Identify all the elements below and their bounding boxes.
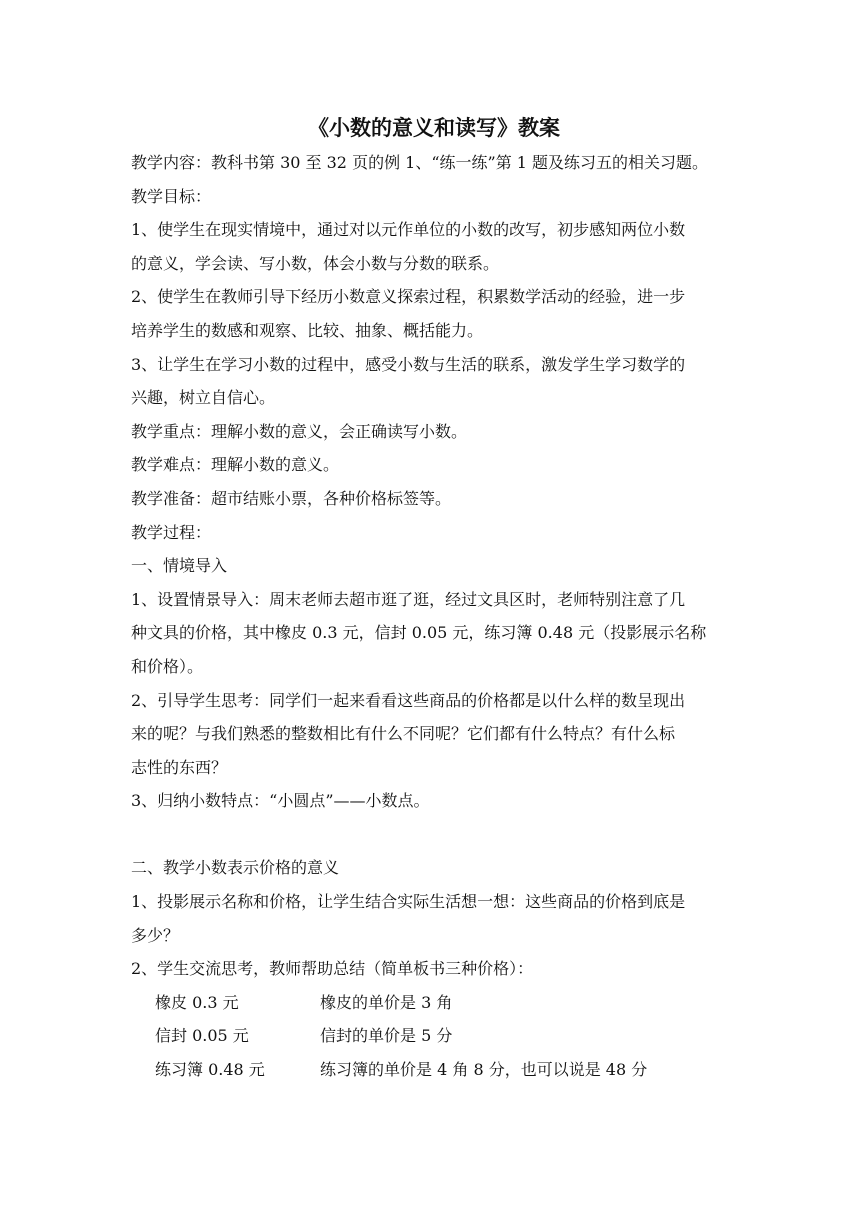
teaching-key-point: 教学重点：理解小数的意义，会正确读写小数。 <box>131 421 468 441</box>
teaching-process-heading: 教学过程： <box>131 522 212 542</box>
section-1-step-1-line-1: 1、设置情景导入：周末老师去超市逛了逛，经过文具区时，老师特别注意了几 <box>131 589 686 609</box>
teaching-goals-heading: 教学目标： <box>131 186 212 206</box>
price-note: 信封的单价是 5 分 <box>320 1026 453 1046</box>
section-2-heading: 二、教学小数表示价格的意义 <box>131 858 340 878</box>
document-title: 《小数的意义和读写》教案 <box>308 115 560 140</box>
section-2-step-2: 2、学生交流思考，教师帮助总结（简单板书三种价格）： <box>131 959 534 979</box>
price-note: 练习簿的单价是 4 角 8 分，也可以说是 48 分 <box>320 1060 648 1080</box>
teaching-difficulty: 教学难点：理解小数的意义。 <box>131 455 340 475</box>
section-1-step-1-line-2: 种文具的价格，其中橡皮 0.3 元，信封 0.05 元，练习簿 0.48 元（投影展示名称 <box>131 623 707 643</box>
section-1-step-2-line-3: 志性的东西？ <box>131 757 228 777</box>
price-item: 练习簿 0.48 元 <box>155 1060 265 1080</box>
goal-1-line-2: 的意义，学会读、写小数，体会小数与分数的联系。 <box>131 253 500 273</box>
blank-line <box>131 818 731 852</box>
teaching-content: 教学内容：教科书第 30 至 32 页的例 1、“练一练”第 1 题及练习五的相关习题。 <box>131 153 709 172</box>
price-row-eraser <box>131 986 731 1020</box>
price-item: 信封 0.05 元 <box>155 1026 249 1046</box>
goal-3-line-1: 3、让学生在学习小数的过程中，感受小数与生活的联系，激发学生学习数学的 <box>131 354 686 374</box>
price-note: 橡皮的单价是 3 角 <box>320 992 453 1012</box>
goal-1-line-1: 1、使学生在现实情境中，通过对以元作单位的小数的改写，初步感知两位小数 <box>131 220 686 240</box>
section-1-step-2-line-2: 来的呢？与我们熟悉的整数相比有什么不同呢？它们都有什么特点？有什么标 <box>131 724 676 744</box>
section-1-step-1-line-3: 和价格）。 <box>131 656 204 676</box>
goal-2-line-1: 2、使学生在教师引导下经历小数意义探索过程，积累数学活动的经验，进一步 <box>131 287 686 307</box>
section-1-step-3: 3、归纳小数特点：“小圆点”——小数点。 <box>131 791 430 811</box>
teaching-preparation: 教学准备：超市结账小票，各种价格标签等。 <box>131 488 452 508</box>
section-1-heading: 一、情境导入 <box>131 556 228 576</box>
price-item: 橡皮 0.3 元 <box>155 992 239 1012</box>
goal-3-line-2: 兴趣，树立自信心。 <box>131 388 276 408</box>
section-2-step-1-line-1: 1、投影展示名称和价格，让学生结合实际生活想一想：这些商品的价格到底是 <box>131 892 686 912</box>
section-1-step-2-line-1: 2、引导学生思考：同学们一起来看看这些商品的价格都是以什么样的数呈现出 <box>131 690 686 710</box>
price-row-exercise-book <box>131 1053 731 1087</box>
document-page <box>131 110 731 1087</box>
goal-2-line-2: 培养学生的数感和观察、比较、抽象、概括能力。 <box>131 320 484 340</box>
section-2-step-1-line-2: 多少？ <box>131 925 180 945</box>
price-row-envelope <box>131 1019 731 1053</box>
